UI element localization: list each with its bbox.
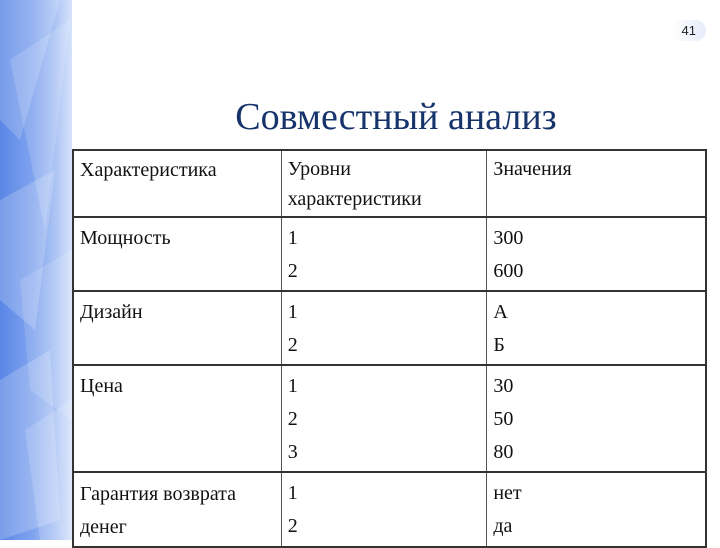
cell-values: А Б [487, 291, 706, 365]
cell-levels: 1 2 3 [281, 365, 487, 472]
header-values: Значения [487, 150, 706, 217]
table-row [73, 472, 706, 547]
cell-values: 300 600 [487, 217, 706, 291]
conjoint-analysis-table [72, 149, 707, 548]
table-row [73, 291, 706, 365]
cell-levels: 1 2 [281, 217, 487, 291]
cell-characteristic: Цена [73, 365, 281, 472]
decorative-sidebar [0, 0, 72, 540]
table-row [73, 217, 706, 291]
cell-characteristic: Гарантия возврата денег [73, 472, 281, 547]
cell-characteristic: Дизайн [73, 291, 281, 365]
decorative-shapes [0, 0, 72, 540]
page-number: 41 [672, 20, 706, 41]
cell-characteristic: Мощность [73, 217, 281, 291]
cell-levels: 1 2 [281, 291, 487, 365]
table-row [73, 365, 706, 472]
cell-values: нет да [487, 472, 706, 547]
header-levels: Уровни характеристики [281, 150, 487, 217]
cell-levels: 1 2 [281, 472, 487, 547]
cell-values: 30 50 80 [487, 365, 706, 472]
table-header-row [73, 150, 706, 217]
slide-title: Совместный анализ [235, 96, 557, 139]
header-characteristic: Характеристика [73, 150, 281, 217]
